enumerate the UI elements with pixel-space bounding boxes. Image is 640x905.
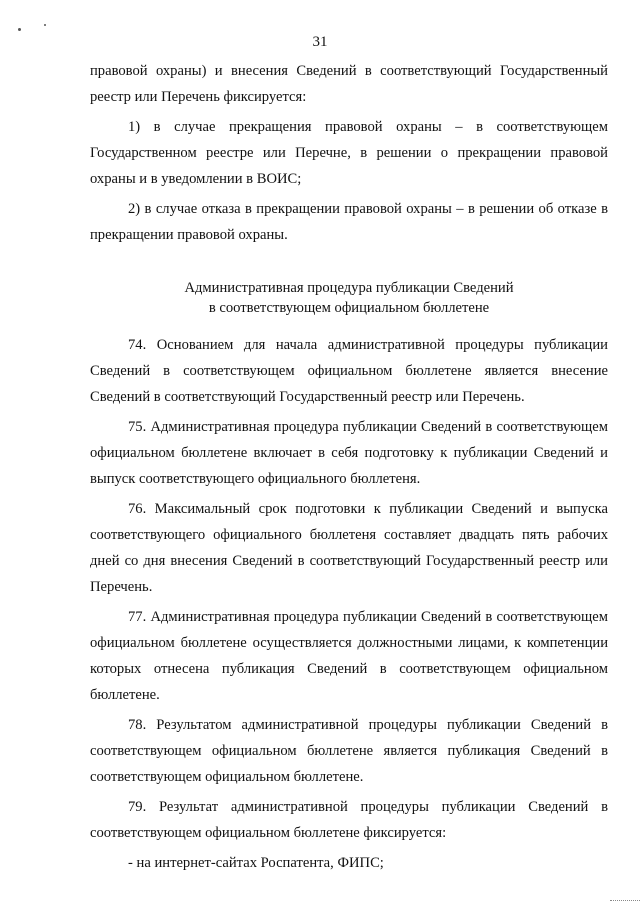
clause-75: 75. Административная процедура публикации Сведений в соответствующем официальном бюллетене включает в себя подготовку к публикации Сведений и выпуск соответствующего официального бюллетеня. xyxy=(90,419,608,487)
clause-79: 79. Результат административной процедуры публикации Сведений в соответствующем официальном бюллетене фиксируется: xyxy=(90,799,608,841)
section-heading-line-2: в соответствующем официальном бюллетене xyxy=(208,300,490,316)
paragraph-case-2: 2) в случае отказа в прекращении правовой охраны – в решении об отказе в прекращении правовой охраны. xyxy=(90,201,608,243)
clause-74: 74. Основанием для начала административной процедуры публикации Сведений в соответствующем официальном бюллетене является внесение Сведений в соответствующий Государственный реестр или Перечень. xyxy=(90,337,608,405)
clause-76: 76. Максимальный срок подготовки к публикации Сведений и выпуска соответствующего официального бюллетеня составляет двадцать пять рабочих дней со дня внесения Сведений в соответствующий Государственный реестр или Перечень. xyxy=(90,501,608,595)
section-heading-line-1: Административная процедура публикации Сведений xyxy=(184,280,514,296)
page-number: 31 xyxy=(312,34,328,50)
paragraph-case-1: 1) в случае прекращения правовой охраны – в соответствующем Государственном реестре или Перечне, в решении о прекращении правовой охраны и в уведомлении в ВОИС; xyxy=(90,119,608,187)
scan-edge-mark xyxy=(610,900,640,905)
list-item-websites: - на интернет-сайтах Роспатента, ФИПС; xyxy=(128,855,384,871)
clause-78: 78. Результатом административной процедуры публикации Сведений в соответствующем официальном бюллетене является публикация Сведений в соответствующем официальном бюллетене. xyxy=(90,717,608,785)
scan-speck xyxy=(18,28,21,31)
paragraph-continuation: правовой охраны) и внесения Сведений в соответствующий Государственный реестр или Перечень фиксируется: xyxy=(90,63,608,105)
clause-77: 77. Административная процедура публикации Сведений в соответствующем официальном бюллетене осуществляется должностными лицами, к компетенции которых отнесена публикация Сведений в соответствующем официальном бюллетене. xyxy=(90,609,608,703)
section-heading xyxy=(90,278,608,318)
document-body xyxy=(90,58,608,880)
scan-speck xyxy=(44,24,46,26)
